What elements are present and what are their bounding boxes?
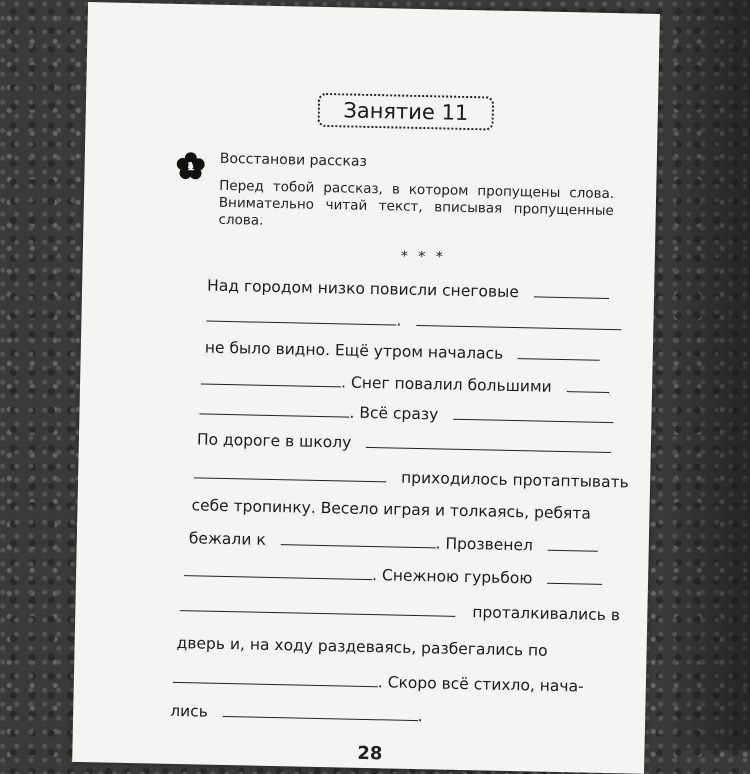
story-text: . Снег повалил большими xyxy=(340,373,552,396)
story-line xyxy=(197,430,612,457)
answer-blank[interactable] xyxy=(206,320,396,326)
answer-blank[interactable] xyxy=(280,543,435,548)
answer-blank[interactable] xyxy=(180,609,455,617)
story-line xyxy=(184,562,603,589)
separator: * * * xyxy=(400,248,446,266)
story-text: себе тропинку. Весело играя и толкаясь, ребята xyxy=(191,496,592,523)
task-number: 1 xyxy=(186,160,195,174)
story-text: . Снежною гурьбою xyxy=(371,566,533,588)
story-line xyxy=(205,339,601,365)
story-text: не было видно. Ещё утром началась xyxy=(204,338,504,363)
story-text: дверь и, на ходу раздеваясь, разбегались по xyxy=(176,634,548,660)
answer-blank[interactable] xyxy=(199,412,349,417)
answer-blank[interactable] xyxy=(173,681,378,687)
story-text: . Прозвенел xyxy=(435,534,534,555)
answer-blank[interactable] xyxy=(194,476,386,482)
story-text: лись xyxy=(170,701,209,721)
answer-blank[interactable] xyxy=(416,324,621,330)
task-title: Восстанови рассказ xyxy=(219,150,368,170)
answer-blank[interactable] xyxy=(201,382,341,387)
story-line xyxy=(199,400,613,427)
answer-blank[interactable] xyxy=(534,295,609,299)
story-text: проталкивались в xyxy=(472,603,621,625)
story-text: . Всё сразу xyxy=(349,403,439,424)
answer-blank[interactable] xyxy=(547,582,602,585)
answer-blank[interactable] xyxy=(567,390,609,393)
answer-blank[interactable] xyxy=(453,418,613,423)
story-text: приходилось протаптывать xyxy=(400,468,629,492)
answer-blank[interactable] xyxy=(184,574,372,580)
story-line xyxy=(194,464,629,491)
story-line xyxy=(206,308,621,335)
story-line xyxy=(191,496,591,522)
answer-blank[interactable] xyxy=(366,446,611,453)
page-number: 28 xyxy=(357,742,383,765)
story-text: Над городом низко повисли снеговые xyxy=(206,276,520,302)
story-line xyxy=(207,277,609,303)
story-line xyxy=(180,597,620,624)
flower-icon xyxy=(176,152,205,181)
story-text: . xyxy=(396,311,402,330)
task-instruction: Перед тобой рассказ, в котором пропущены слова. Внимательно читай текст, вписывая пропущенные слова. xyxy=(218,177,615,229)
story-text: бежали к xyxy=(188,529,266,549)
story-line xyxy=(201,370,609,397)
answer-blank[interactable] xyxy=(223,715,418,721)
story-text: По дороге в школу xyxy=(196,430,352,452)
story-line xyxy=(173,669,584,696)
worksheet-page xyxy=(72,2,660,774)
story-line xyxy=(170,702,423,725)
story-text: . xyxy=(417,707,423,726)
story-text: . Скоро всё стихло, нача- xyxy=(377,673,584,696)
story-line xyxy=(176,634,547,660)
story-line xyxy=(189,529,598,556)
answer-blank[interactable] xyxy=(518,357,600,361)
lesson-title: Занятие 11 xyxy=(317,93,494,131)
right-shadow xyxy=(660,0,750,750)
answer-blank[interactable] xyxy=(548,549,598,552)
